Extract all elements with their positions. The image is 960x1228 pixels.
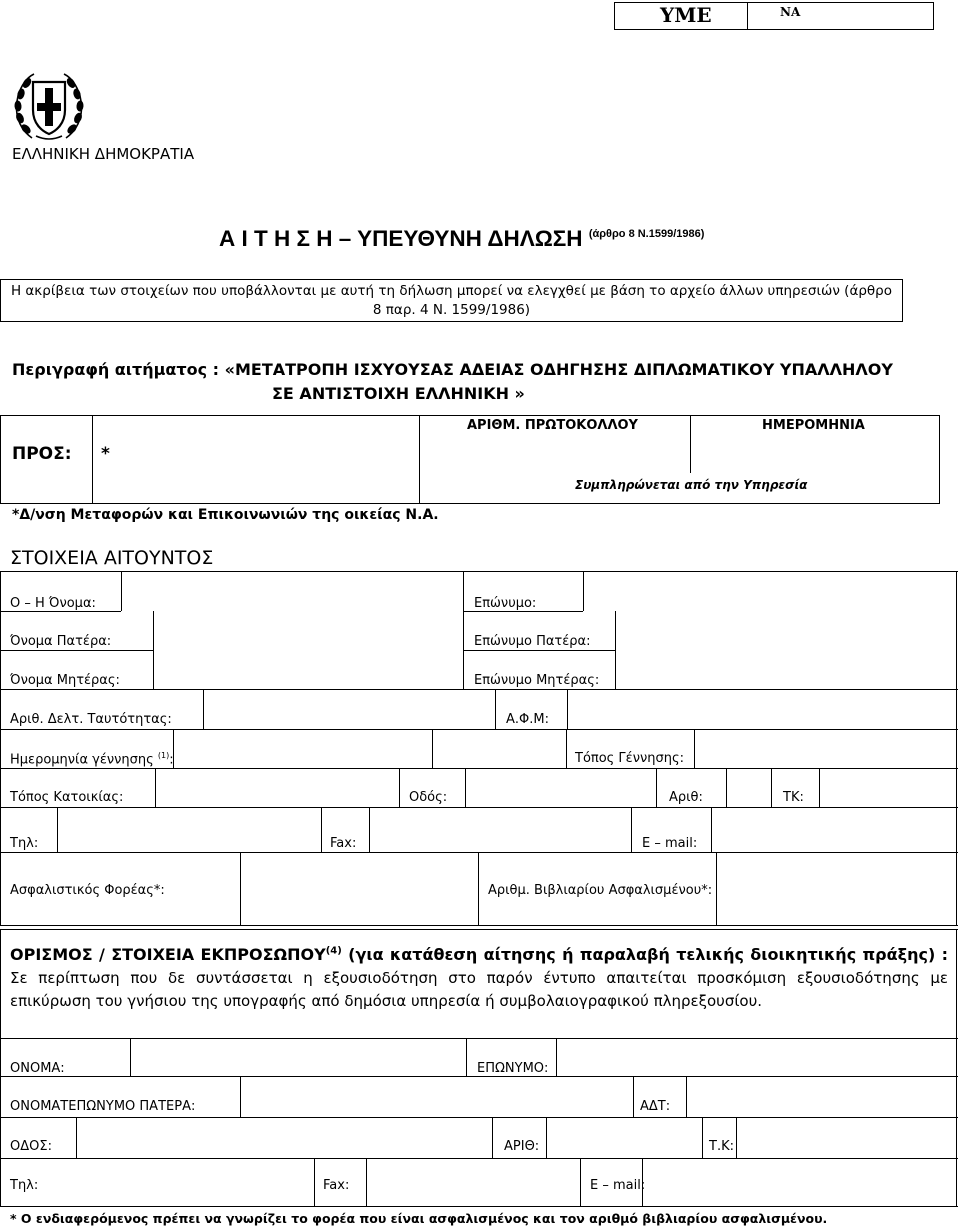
recipient-top-border <box>0 415 940 416</box>
insurance-book-field[interactable] <box>718 854 955 924</box>
residence-field[interactable] <box>157 770 397 806</box>
row-line <box>0 729 958 730</box>
row-line <box>0 768 958 769</box>
row-line <box>463 650 615 651</box>
mother-name-label: Όνομα Μητέρας: <box>10 673 120 688</box>
fax-label: Fax: <box>330 836 357 851</box>
representative-title <box>10 945 948 964</box>
representative-body: Σε περίπτωση που δε συντάσσεται η εξουσιοδότηση στο παρόν έντυπο απαιτείται προσκόμιση εξουσιοδότησης με επικύρωση του γνήσιου της υπογραφής από δημόσια υπηρεσία ή συμβολαιογραφικού πληρεξουσίου. <box>10 969 948 1011</box>
cell-divider <box>656 768 657 807</box>
rep-surname-label: ΕΠΩΝΥΜΟ: <box>477 1061 549 1076</box>
accuracy-notice: Η ακρίβεια των στοιχείων που υποβάλλονται με αυτή τη δήλωση μπορεί να ελεγχθεί με βάση το αρχείο άλλων υπηρεσιών (άρθρο 8 παρ. 4 Ν. 1599/1986) <box>0 279 903 322</box>
applicant-section-heading: ΣΤΟΙΧΕΙΑ ΑΙΤΟΥΝΤΟΣ <box>10 547 214 569</box>
cell-divider <box>153 611 154 689</box>
cell-divider <box>495 689 496 729</box>
rep-street-label: ΟΔΟΣ: <box>10 1139 52 1154</box>
cell-divider <box>686 1076 687 1117</box>
applicant-bottom-border <box>0 925 958 926</box>
representative-right-border <box>956 929 957 1207</box>
greek-coat-of-arms-icon <box>12 68 86 144</box>
birth-date-note: (1) <box>157 751 170 760</box>
zip-field[interactable] <box>821 770 955 806</box>
document-title <box>219 226 704 252</box>
rep-father-fullname-label: ΟΝΟΜΑΤΕΠΩΝΥΜΟ ΠΑΤΕΡΑ: <box>10 1099 196 1114</box>
protocol-number-field[interactable] <box>422 438 688 472</box>
rep-phone-field[interactable] <box>70 1160 312 1205</box>
cell-divider <box>321 807 322 852</box>
father-name-label: Όνομα Πατέρα: <box>10 634 112 649</box>
street-field[interactable] <box>467 770 654 806</box>
cell-divider <box>556 1038 557 1076</box>
surname-label: Επώνυμο: <box>474 596 537 611</box>
id-card-label: Αριθ. Δελτ. Ταυτότητας: <box>10 712 172 727</box>
cell-divider <box>711 807 712 852</box>
row-line <box>0 1038 958 1039</box>
email-field[interactable] <box>713 809 955 851</box>
mother-name-field[interactable] <box>155 652 461 688</box>
birth-place-label: Τόπος Γέννησης: <box>575 751 684 766</box>
row-line <box>0 611 121 612</box>
rep-father-fullname-field[interactable] <box>242 1078 631 1116</box>
protocol-number-label: ΑΡΙΘΜ. ΠΡΩΤΟΚΟΛΛΟΥ <box>467 418 638 433</box>
street-label: Οδός: <box>409 790 448 805</box>
phone-label: Τηλ: <box>10 836 39 851</box>
state-name: ΕΛΛΗΝΙΚΗ ΔΗΜΟΚΡΑΤΙΑ <box>12 145 195 163</box>
date-label: ΗΜΕΡΟΜΗΝΙΑ <box>762 418 865 433</box>
birth-date-field-extra[interactable] <box>434 731 564 767</box>
cell-divider <box>130 1038 131 1076</box>
cell-divider <box>314 1158 315 1206</box>
street-number-field[interactable] <box>728 770 769 806</box>
rep-street-field[interactable] <box>78 1119 490 1157</box>
document-title-main: Α Ι Τ Η Σ Η – ΥΠΕΥΘΥΝΗ ΔΗΛΩΣΗ <box>219 226 583 251</box>
recipient-footnote: *Δ/νση Μεταφορών και Επικοινωνιών της οικείας Ν.Α. <box>12 507 439 523</box>
form-code: ΥΜΕ <box>660 3 712 27</box>
row-line <box>0 1076 958 1077</box>
row-line <box>0 807 958 808</box>
representative-title-main: ΟΡΙΣΜΟΣ / ΣΤΟΙΧΕΙΑ ΕΚΠΡΟΣΩΠΟΥ <box>10 945 326 965</box>
rep-name-label: ΟΝΟΜΑ: <box>10 1061 65 1076</box>
recipient-left-border <box>0 415 1 503</box>
afm-field[interactable] <box>569 691 955 728</box>
mother-surname-label: Επώνυμο Μητέρας: <box>474 673 600 688</box>
cell-divider <box>736 1117 737 1158</box>
cell-divider <box>369 807 370 852</box>
cell-divider <box>566 729 567 768</box>
cell-divider <box>583 571 584 611</box>
form-code-suffix: ΝΑ <box>780 5 801 19</box>
insurer-field[interactable] <box>242 854 476 924</box>
rep-id-label: ΑΔΤ: <box>640 1099 671 1114</box>
cell-divider <box>465 768 466 807</box>
representative-intro <box>10 940 948 1013</box>
rep-phone-label: Τηλ: <box>10 1178 39 1193</box>
request-description-line2: ΣΕ ΑΝΤΙΣΤΟΙΧΗ ΕΛΛΗΝΙΚΗ » <box>272 384 525 403</box>
rep-email-label: E – mail: <box>590 1178 646 1193</box>
cell-divider <box>546 1117 547 1158</box>
recipient-bottom-border <box>0 503 940 504</box>
cell-divider <box>366 1158 367 1206</box>
cell-divider <box>57 807 58 852</box>
recipient-office-divider <box>419 415 420 503</box>
cell-divider <box>240 1076 241 1117</box>
insurer-label: Ασφαλιστικός Φορέας*: <box>10 883 165 898</box>
father-name-field[interactable] <box>155 613 461 649</box>
father-surname-field[interactable] <box>617 613 955 649</box>
fax-field[interactable] <box>371 809 629 851</box>
rep-number-field[interactable] <box>548 1119 700 1157</box>
representative-title-note: (4) <box>325 946 342 957</box>
father-surname-label: Επώνυμο Πατέρα: <box>474 634 591 649</box>
applicant-left-border <box>0 571 1 926</box>
cell-divider <box>76 1117 77 1158</box>
recipient-value: * <box>101 444 110 464</box>
applicant-right-border <box>956 571 957 926</box>
document-title-law-reference: (άρθρο 8 Ν.1599/1986) <box>588 228 705 240</box>
recipient-right-border <box>939 415 940 503</box>
row-line <box>0 1158 958 1159</box>
birth-date-field[interactable] <box>175 731 430 767</box>
mother-surname-field[interactable] <box>617 652 955 688</box>
cell-divider <box>240 852 241 925</box>
cell-divider <box>819 768 820 807</box>
surname-field[interactable] <box>585 573 955 610</box>
residence-label: Τόπος Κατοικίας: <box>10 790 124 805</box>
rep-fax-label: Fax: <box>323 1178 350 1193</box>
cell-divider <box>615 611 616 689</box>
insurance-footnote: * Ο ενδιαφερόμενος πρέπει να γνωρίζει το φορέα που είναι ασφαλισμένος και τον αριθμό βιβλιαρίου ασφαλισμένου. <box>10 1211 828 1226</box>
cell-divider <box>463 571 464 689</box>
rep-zip-label: Τ.Κ: <box>709 1139 734 1154</box>
rep-zip-field[interactable] <box>738 1119 955 1157</box>
zip-label: ΤΚ: <box>783 790 804 805</box>
rep-email-field[interactable] <box>644 1160 955 1205</box>
birth-place-field[interactable] <box>696 731 955 767</box>
email-label: E – mail: <box>642 836 698 851</box>
insurance-book-label: Αριθμ. Βιβλιαρίου Ασφαλισμένου*: <box>488 883 713 898</box>
code-box-divider <box>747 2 748 30</box>
rep-number-label: ΑΡΙΘ: <box>504 1139 540 1154</box>
row-line <box>463 611 583 612</box>
first-name-label: Ο – Η Όνομα: <box>10 596 96 611</box>
request-description-line1: Περιγραφή αιτήματος : «ΜΕΤΑΤΡΟΠΗ ΙΣΧΥΟΥΣΑΣ ΑΔΕΙΑΣ ΟΔΗΓΗΣΗΣ ΔΙΠΛΩΜΑΤΙΚΟΥ ΥΠΑΛΛΗΛΟΥ <box>12 360 893 379</box>
cell-divider <box>203 689 204 729</box>
row-line <box>0 1117 958 1118</box>
cell-divider <box>155 768 156 807</box>
cell-divider <box>121 571 122 611</box>
rep-surname-field[interactable] <box>558 1040 955 1075</box>
service-fill-note: Συμπληρώνεται από την Υπηρεσία <box>575 478 808 492</box>
street-number-label: Αριθ: <box>669 790 703 805</box>
recipient-label: ΠΡΟΣ: <box>12 444 72 464</box>
rep-fax-field[interactable] <box>368 1160 578 1205</box>
representative-bottom-border <box>0 1206 958 1207</box>
cell-divider <box>466 1038 467 1076</box>
first-name-field[interactable] <box>123 573 461 610</box>
protocol-date-divider <box>690 415 691 473</box>
afm-label: Α.Φ.Μ: <box>506 712 549 727</box>
date-field[interactable] <box>693 438 937 472</box>
cell-divider <box>432 729 433 768</box>
cell-divider <box>580 1158 581 1206</box>
birth-date-label-text: Ημερομηνία γέννησης <box>10 752 154 768</box>
birth-date-label <box>10 751 174 767</box>
recipient-label-divider <box>92 415 93 503</box>
id-card-field[interactable] <box>205 691 493 728</box>
cell-divider <box>702 1117 703 1158</box>
cell-divider <box>694 729 695 768</box>
row-line <box>0 852 958 853</box>
cell-divider <box>478 852 479 925</box>
cell-divider <box>716 852 717 925</box>
cell-divider <box>492 1117 493 1158</box>
birth-date-colon: : <box>169 752 174 768</box>
row-line <box>0 650 153 651</box>
cell-divider <box>633 1076 634 1117</box>
applicant-top-border <box>0 571 958 572</box>
representative-left-border <box>0 929 1 1207</box>
row-line <box>0 689 958 690</box>
cell-divider <box>631 807 632 852</box>
cell-divider <box>726 768 727 807</box>
rep-name-field[interactable] <box>132 1040 464 1075</box>
cell-divider <box>771 768 772 807</box>
rep-id-field[interactable] <box>688 1078 955 1116</box>
cell-divider <box>399 768 400 807</box>
phone-field[interactable] <box>59 809 319 851</box>
representative-title-rest: (για κατάθεση αίτησης ή παραλαβή τελικής διοικητικής πράξης) : <box>341 945 949 965</box>
cell-divider <box>567 689 568 729</box>
representative-top-border <box>0 929 958 930</box>
